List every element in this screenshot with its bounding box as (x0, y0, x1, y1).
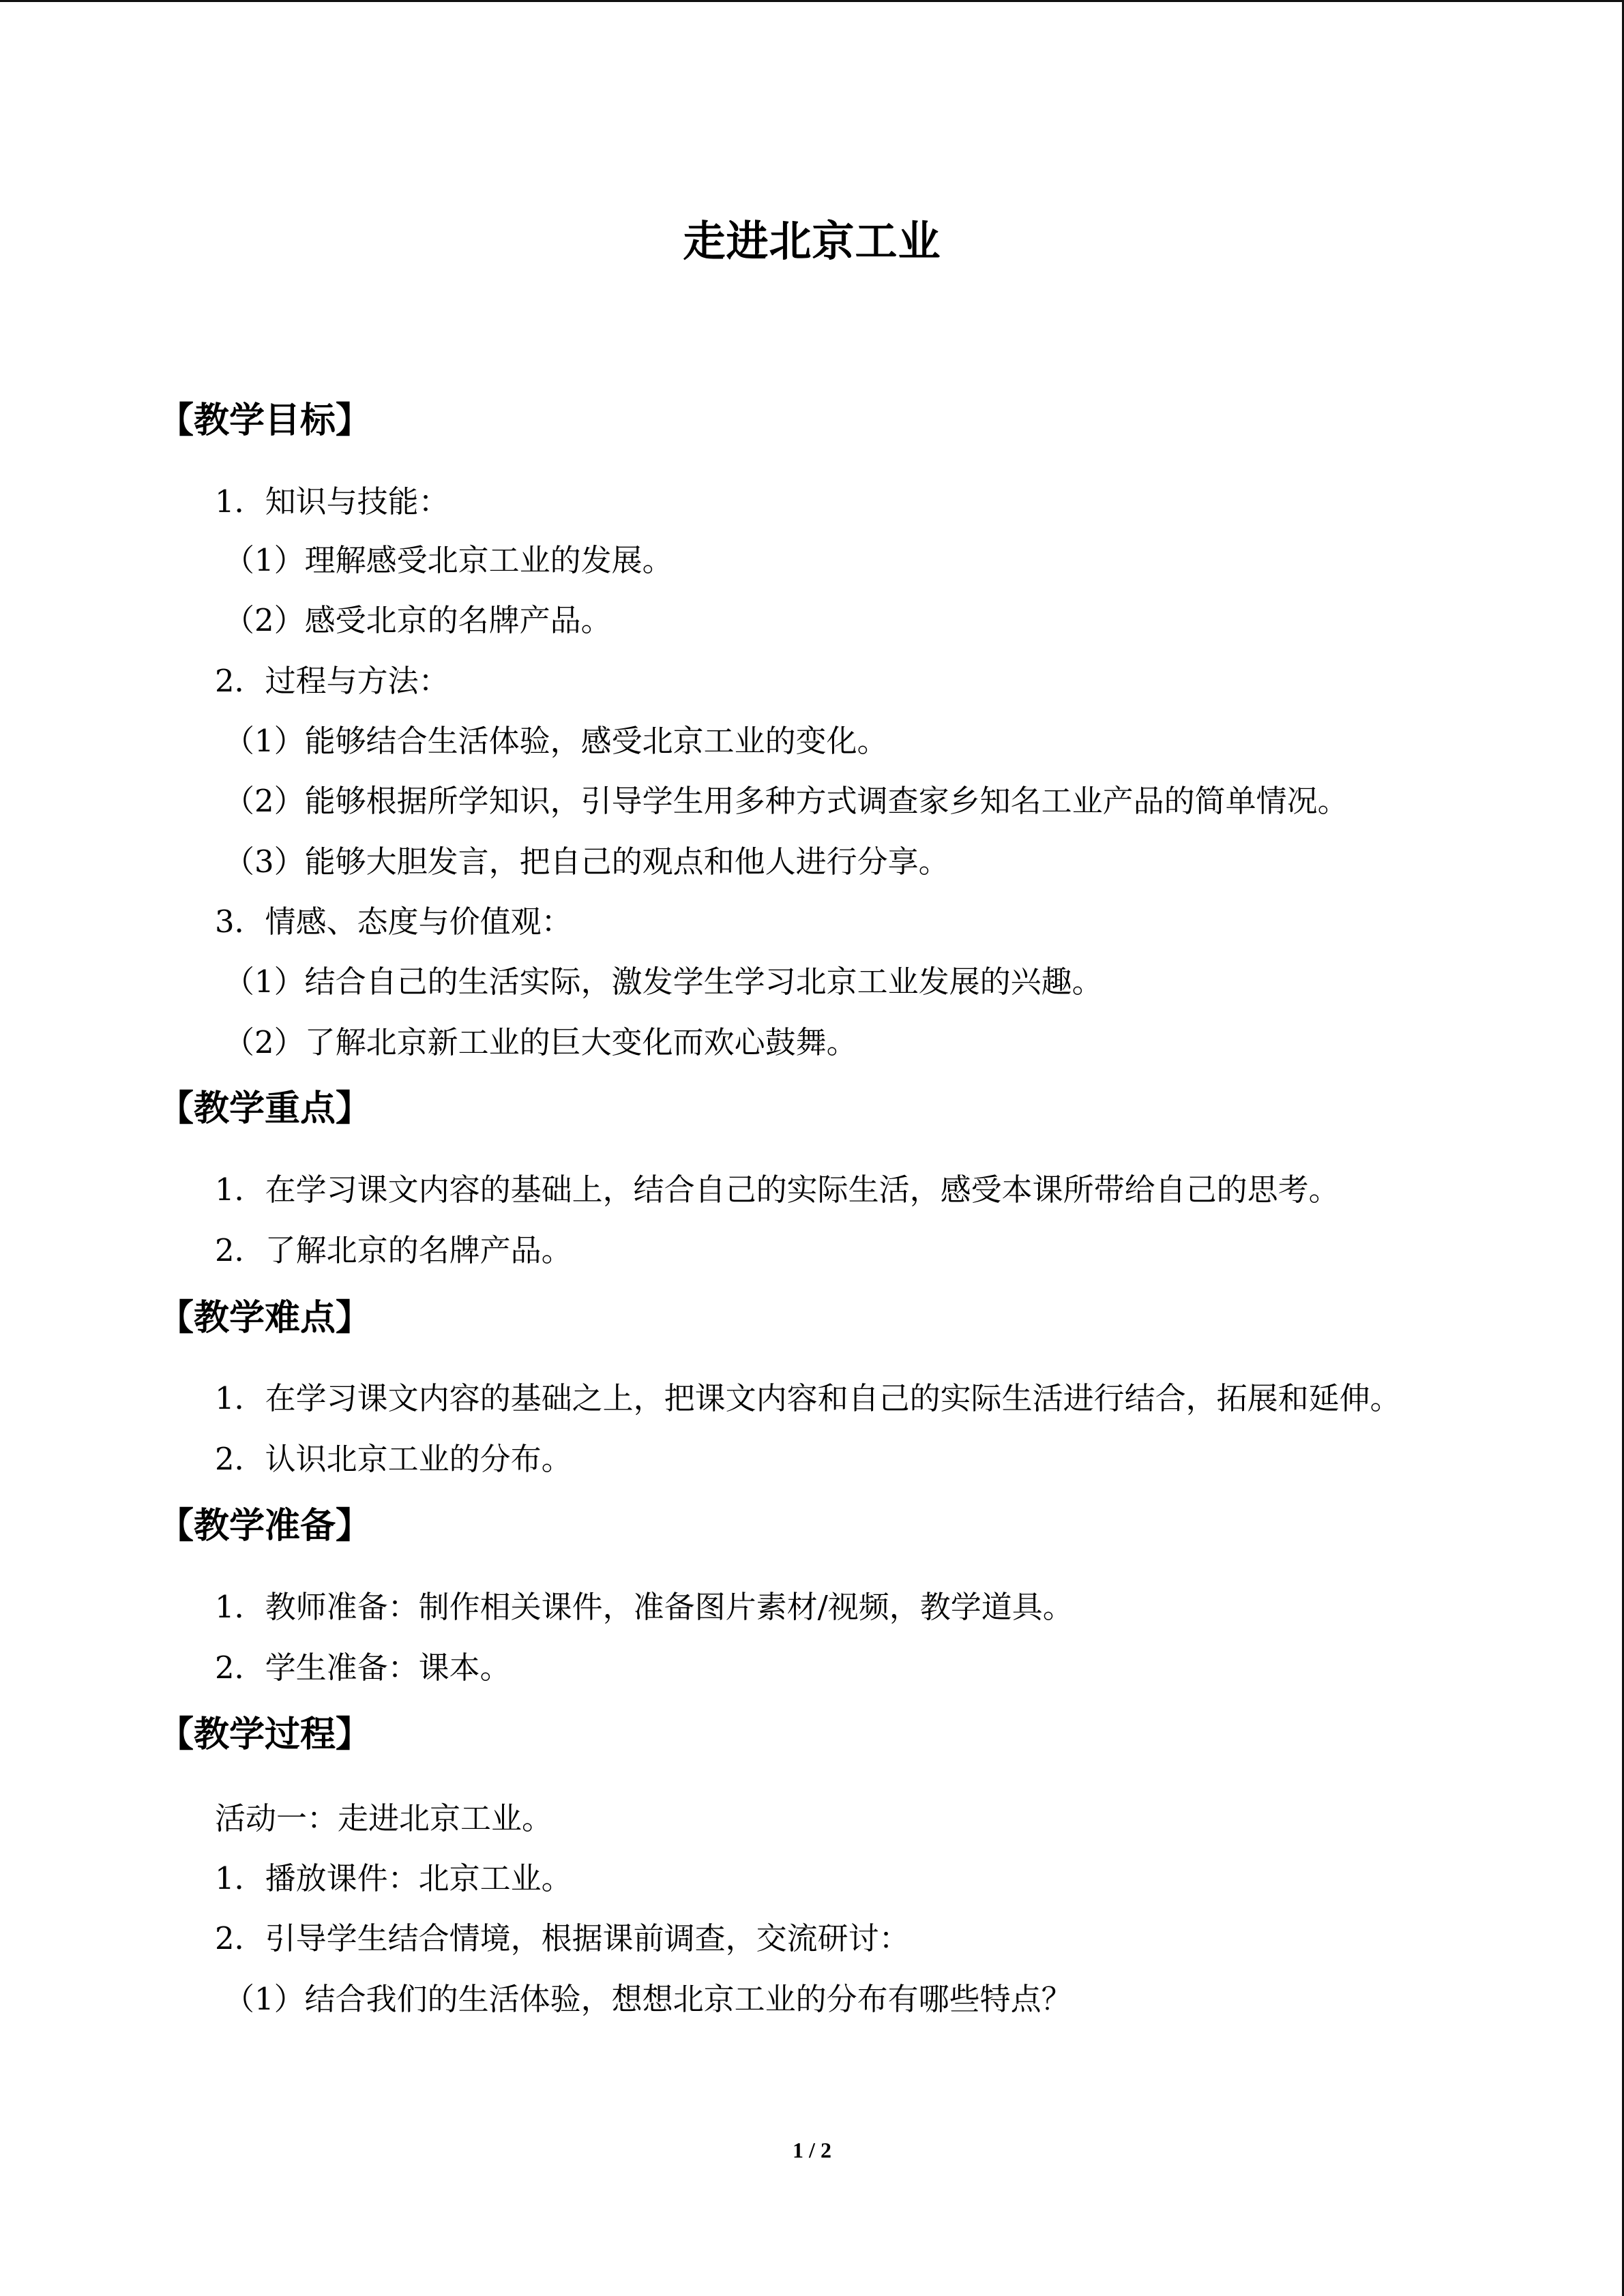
objective-subitem: （2）了解北京新工业的巨大变化而欢心鼓舞。 (224, 1024, 857, 1060)
section-heading-preparation: 【教学准备】 (158, 1505, 372, 1547)
objective-subitem: （1）结合自己的生活实际，激发学生学习北京工业发展的兴趣。 (224, 964, 1103, 1000)
document-title: 走进北京工业 (683, 216, 941, 266)
objective-item: 3．情感、态度与价值观： (215, 904, 572, 940)
objective-item: 2．过程与方法： (215, 663, 449, 699)
key-point-item: 1．在学习课文内容的基础上，结合自己的实际生活，感受本课所带给自己的思考。 (215, 1172, 1340, 1208)
process-item: 2．引导学生结合情境，根据课前调查，交流研讨： (215, 1920, 910, 1956)
section-heading-difficulties: 【教学难点】 (158, 1297, 372, 1339)
section-heading-process: 【教学过程】 (158, 1714, 372, 1755)
difficulty-item: 1．在学习课文内容的基础之上，把课文内容和自己的实际生活进行结合，拓展和延伸。 (215, 1380, 1401, 1416)
objective-subitem: （1）能够结合生活体验，感受北京工业的变化。 (224, 723, 888, 759)
preparation-item: 2．学生准备：课本。 (215, 1650, 511, 1686)
objective-subitem: （2）感受北京的名牌产品。 (224, 602, 612, 638)
process-subitem: （1）结合我们的生活体验，想想北京工业的分布有哪些特点？ (224, 1981, 1072, 2017)
process-activity-title: 活动一：走进北京工业。 (215, 1800, 553, 1836)
objective-subitem: （2）能够根据所学知识，引导学生用多种方式调查家乡知名工业产品的简单情况。 (224, 783, 1348, 819)
process-item: 1．播放课件：北京工业。 (215, 1860, 572, 1896)
page-indicator: 1 / 2 (793, 2138, 831, 2162)
preparation-item: 1．教师准备：制作相关课件，准备图片素材/视频，教学道具。 (215, 1589, 1074, 1625)
key-point-item: 2．了解北京的名牌产品。 (215, 1232, 572, 1268)
objective-subitem: （3）能够大胆发言，把自己的观点和他人进行分享。 (224, 844, 949, 880)
section-heading-key-points: 【教学重点】 (158, 1088, 372, 1129)
section-heading-objectives: 【教学目标】 (158, 400, 372, 441)
objective-item: 1．知识与技能： (215, 483, 449, 520)
objective-subitem: （1）理解感受北京工业的发展。 (224, 542, 673, 578)
difficulty-item: 2．认识北京工业的分布。 (215, 1441, 572, 1477)
